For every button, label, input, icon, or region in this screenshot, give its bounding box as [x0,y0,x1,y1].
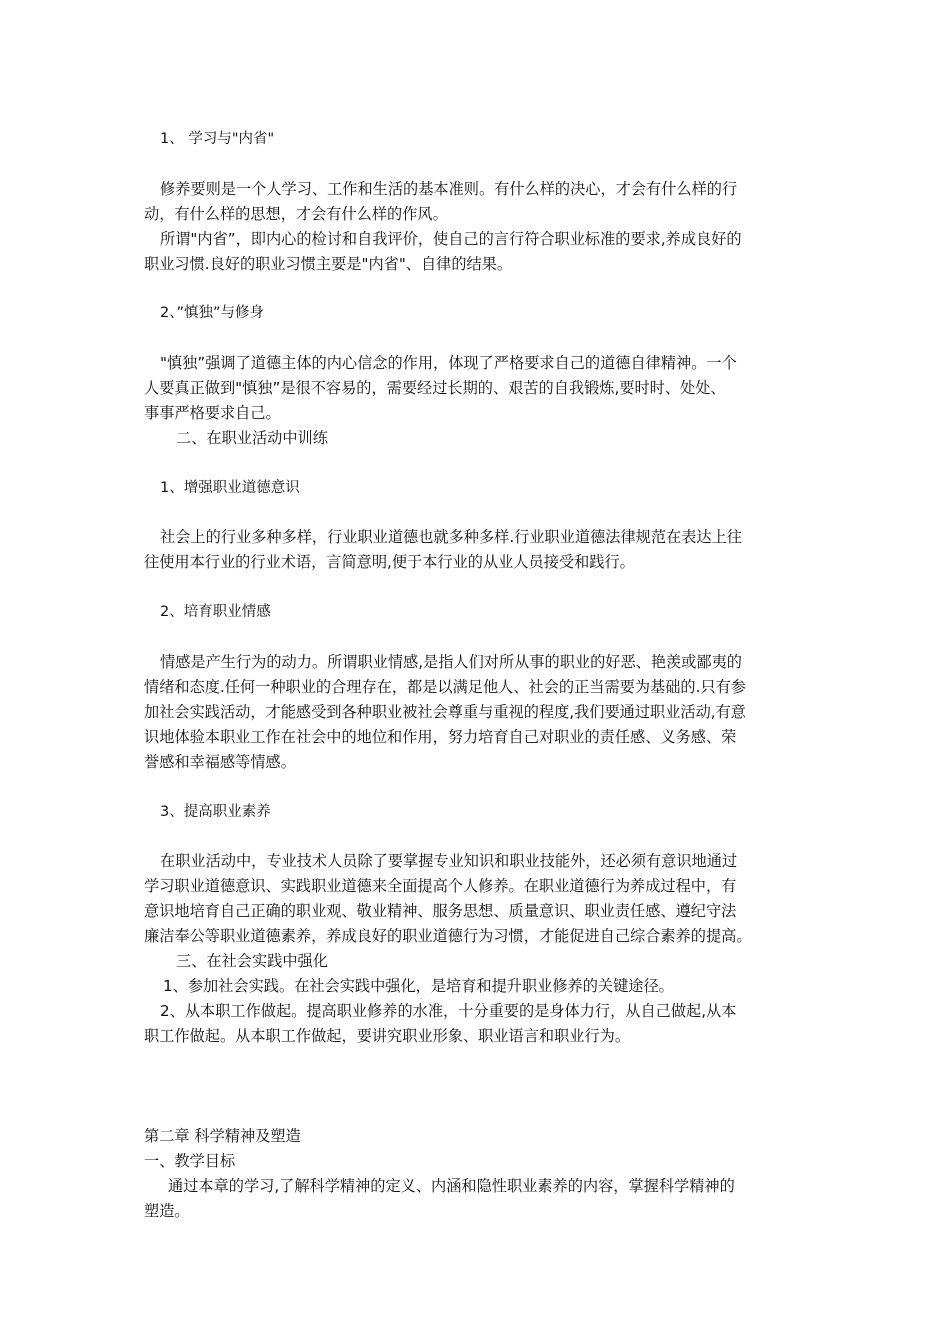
chapter-subheading: 一、教学目标 [144,1152,236,1170]
section-heading-training: 二、在职业活动中训练 [176,429,328,447]
paragraph-line: 动，有什么样的思想，才会有什么样的作风。 [144,205,448,223]
chapter-title: 第二章 科学精神及塑造 [144,1127,301,1145]
paragraph-line: 所谓"内省”，即内心的检讨和自我评价，使自己的言行符合职业标准的要求,养成良好的 [160,230,742,248]
subsection-heading: 1、增强职业道德意识 [160,480,300,496]
paragraph-line: 誉感和幸福感等情感。 [144,753,296,771]
section-heading-practice: 三、在社会实践中强化 [176,952,328,970]
paragraph-line: 加社会实践活动，才能感受到各种职业被社会尊重与重视的程度,我们要通过职业活动,有意 [144,703,746,721]
paragraph-line: 情感是产生行为的动力。所谓职业情感,是指人们对所从事的职业的好恶、艳羡或鄙夷的 [160,653,742,671]
paragraph-line: 学习职业道德意识、实践职业道德来全面提高个人修养。在职业道德行为养成过程中，有 [144,877,737,895]
paragraph-line: 情绪和态度.任何一种职业的合理存在，都是以满足他人、社会的正当需要为基础的.只有参 [144,678,746,696]
paragraph-line: 廉洁奉公等职业道德素养，养成良好的职业道德行为习惯，才能促进自己综合素养的提高。 [144,927,752,945]
paragraph-line: 塑造。 [144,1202,190,1220]
paragraph-line: 社会上的行业多种多样，行业职业道德也就多种多样.行业职业道德法律规范在表达上往 [160,528,742,546]
paragraph-line: 2、从本职工作做起。提高职业修养的水准，十分重要的是身体力行，从自己做起,从本 [160,1002,737,1020]
paragraph-line: 职工作做起。从本职工作做起，要讲究职业形象、职业语言和职业行为。 [144,1027,630,1045]
paragraph-line: 识地体验本职业工作在社会中的地位和作用，努力培育自己对职业的责任感、义务感、荣 [144,728,737,746]
paragraph-line: 1、参加社会实践。在社会实践中强化，是培育和提升职业修养的关键途径。 [163,977,674,995]
subsection-heading: 3、提高职业素养 [160,804,271,820]
paragraph-line: 在职业活动中，专业技术人员除了要掌握专业知识和职业技能外，还必须有意识地通过 [160,852,738,870]
subsection-heading: 2、培育职业情感 [160,604,271,620]
paragraph-line: 通过本章的学习,了解科学精神的定义、内涵和隐性职业素养的内容，掌握科学精神的 [168,1177,735,1195]
paragraph-line: 事事严格要求自己。 [144,404,281,422]
paragraph-line: 意识地培育自己正确的职业观、敬业精神、服务思想、质量意识、职业责任感、遵纪守法 [144,902,737,920]
paragraph-line: "慎独”强调了道德主体的内心信念的作用，体现了严格要求自己的道德自律精神。一个 [160,354,737,372]
section-heading-self-discipline: 2、”慎独”与修身 [160,305,264,321]
paragraph-line: 修养要则是一个人学习、工作和生活的基本准则。有什么样的决心，才会有什么样的行 [160,180,738,198]
paragraph-line: 职业习惯.良好的职业习惯主要是"内省"、自律的结果。 [144,255,513,273]
paragraph-line: 人要真正做到"慎独”是很不容易的，需要经过长期的、艰苦的自我锻炼,要时时、处处、 [144,379,726,397]
section-heading-study-introspection: 1、 学习与"内省" [160,131,275,147]
paragraph-line: 往使用本行业的行业术语，言简意明,便于本行业的从业人员接受和践行。 [144,553,635,571]
